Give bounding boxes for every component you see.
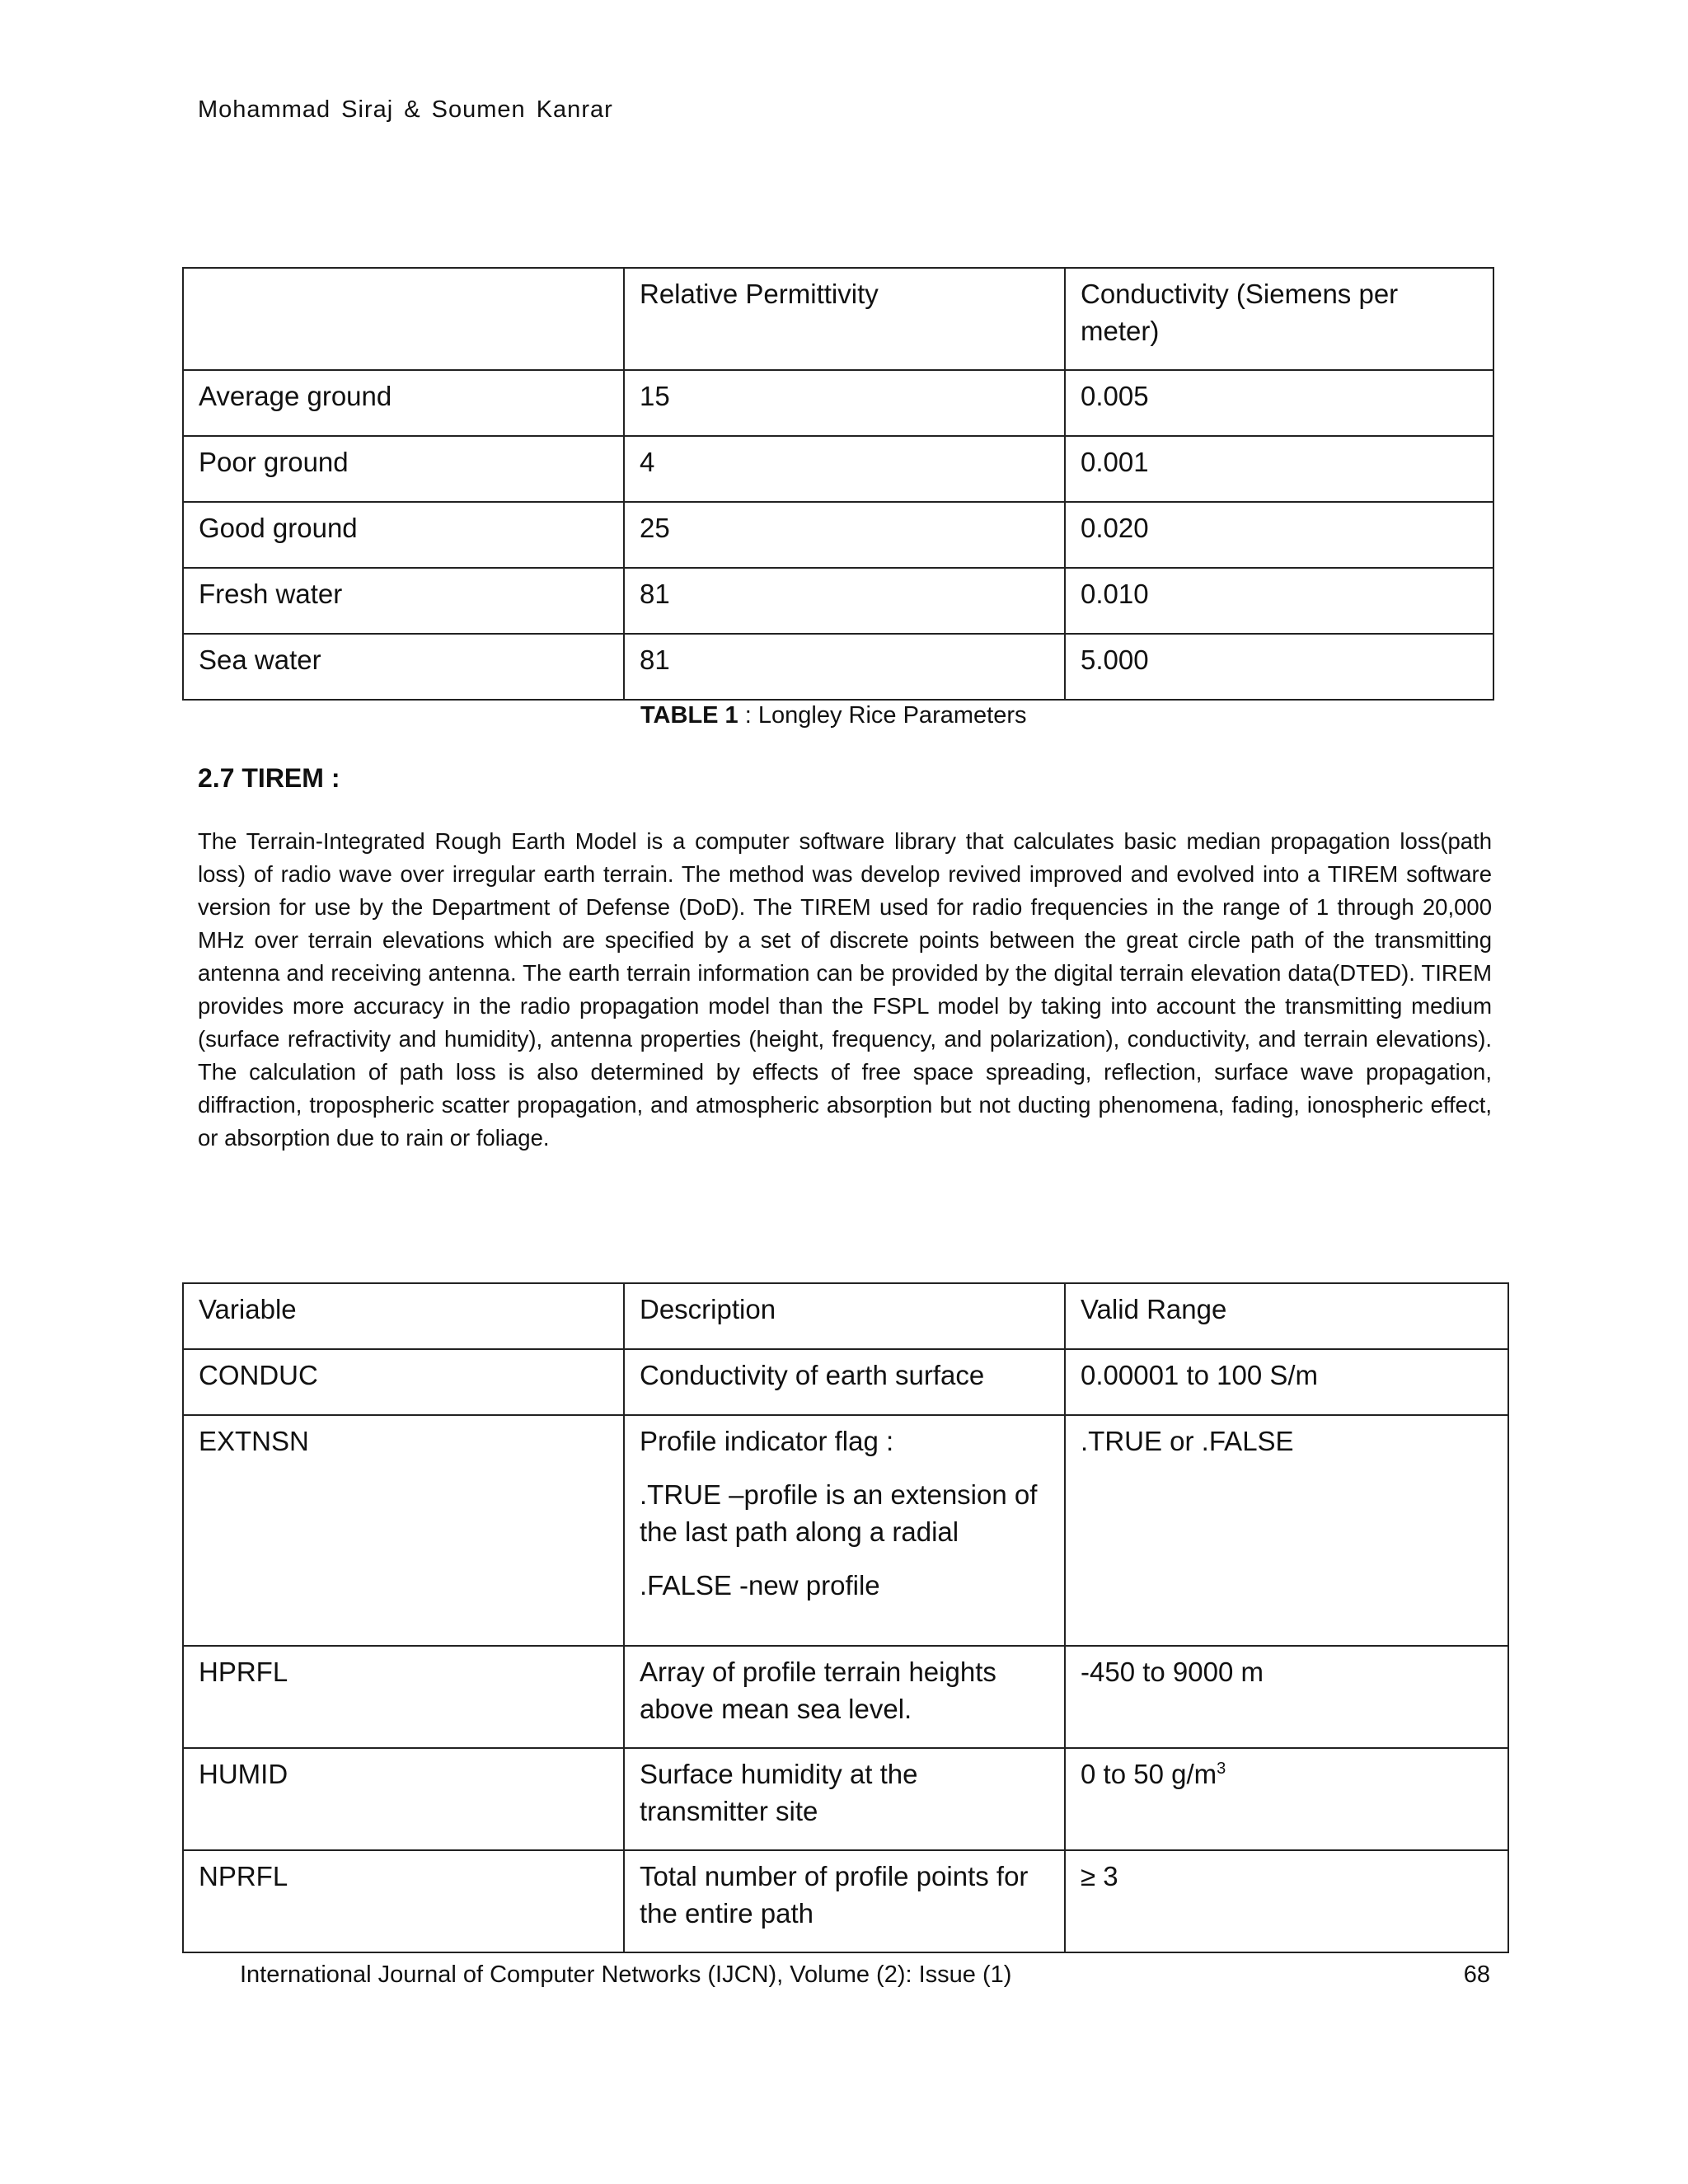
table-row: [183, 1850, 1508, 1952]
table-cell: Surface humidity at the transmitter site: [624, 1748, 1065, 1850]
table-header-cell: Description: [624, 1283, 1065, 1349]
table-cell: CONDUC: [183, 1349, 624, 1415]
cell-paragraph: .FALSE -new profile: [640, 1570, 880, 1601]
table-row: [183, 1646, 1508, 1748]
table-cell: ≥ 3: [1065, 1850, 1508, 1952]
table-header-cell: Conductivity (Siemens per meter): [1065, 268, 1493, 370]
table-header-cell: Variable: [183, 1283, 624, 1349]
footer-journal-citation: International Journal of Computer Networks (IJCN), Volume (2): Issue (1): [240, 1961, 1012, 1988]
table-cell: Sea water: [183, 634, 624, 700]
table-cell: 0.010: [1065, 568, 1493, 634]
table-cell: 0.020: [1065, 502, 1493, 568]
range-text: 0 to 50 g/m: [1081, 1759, 1217, 1789]
table-cell: 81: [624, 568, 1065, 634]
table-cell: EXTNSN: [183, 1415, 624, 1646]
table-header-cell: Relative Permittivity: [624, 268, 1065, 370]
table-cell: [624, 1415, 1065, 1646]
table-cell: Total number of profile points for the entire path: [624, 1850, 1065, 1952]
table-cell: HUMID: [183, 1748, 624, 1850]
table-cell: 81: [624, 634, 1065, 700]
table-cell: HPRFL: [183, 1646, 624, 1748]
table-cell: Poor ground: [183, 436, 624, 502]
table-cell: 0.001: [1065, 436, 1493, 502]
superscript: 3: [1217, 1760, 1226, 1778]
table-cell: 15: [624, 370, 1065, 436]
table-cell: Good ground: [183, 502, 624, 568]
longley-rice-parameters-table: [182, 267, 1494, 701]
cell-paragraph: Profile indicator flag :: [640, 1426, 894, 1456]
table-cell: 4: [624, 436, 1065, 502]
running-header-authors: Mohammad Siraj & Soumen Kanrar: [198, 96, 613, 123]
table-cell: 0.00001 to 100 S/m: [1065, 1349, 1508, 1415]
table-cell: 25: [624, 502, 1065, 568]
table-cell: Array of profile terrain heights above mean sea level.: [624, 1646, 1065, 1748]
table-cell: Conductivity of earth surface: [624, 1349, 1065, 1415]
table-header-cell: Valid Range: [1065, 1283, 1508, 1349]
table-cell: [1065, 1748, 1508, 1850]
section-body-paragraph: The Terrain-Integrated Rough Earth Model is a computer software library that calculates basic median propagation loss(path loss) of radio wave over irregular earth terrain. The method was develop revived improved and evolved into a TIREM software version for use by the Department of Defense (DoD). The TIREM used for radio frequencies in the range of 1 through 20,000 MHz over terrain elevations which are specified by a set of discrete points between the great circle path of the transmitting antenna and receiving antenna. The earth terrain information can be provided by the digital terrain elevation data(DTED). TIREM provides more accuracy in the radio propagation model than the FSPL model by taking into account the transmitting medium (surface refractivity and humidity), antenna properties (height, frequency, and polarization), conductivity, and terrain elevations). The calculation of path loss is also determined by effects of free space spreading, reflection, surface wave propagation, diffraction, tropospheric scatter propagation, and atmospheric absorption but not ducting phenomena, fading, ionospheric effect, or absorption due to rain or foliage.: [198, 828, 1492, 1151]
table-row: [183, 502, 1493, 568]
table-row: [183, 1349, 1508, 1415]
table-row: [183, 568, 1493, 634]
section-heading: 2.7 TIREM :: [198, 763, 340, 793]
table-cell: -450 to 9000 m: [1065, 1646, 1508, 1748]
table-caption-text: : Longley Rice Parameters: [744, 702, 1027, 729]
table-cell: NPRFL: [183, 1850, 624, 1952]
tirem-variables-table: [182, 1282, 1509, 1953]
table-header-row: [183, 268, 1493, 370]
page-number: 68: [1463, 1961, 1490, 1988]
table-cell: Average ground: [183, 370, 624, 436]
table-row: [183, 436, 1493, 502]
table-row: [183, 370, 1493, 436]
table-cell: .TRUE or .FALSE: [1065, 1415, 1508, 1646]
table-cell: Fresh water: [183, 568, 624, 634]
table-caption: [640, 702, 1026, 729]
table-cell: 0.005: [1065, 370, 1493, 436]
table-row: [183, 1415, 1508, 1646]
cell-paragraph: .TRUE –profile is an extension of the last path along a radial: [640, 1479, 1038, 1547]
table-header-row: [183, 1283, 1508, 1349]
table-cell: 5.000: [1065, 634, 1493, 700]
table-row: [183, 634, 1493, 700]
table-row: [183, 1748, 1508, 1850]
table-caption-label: TABLE 1: [640, 702, 738, 729]
table-header-cell: [183, 268, 624, 370]
